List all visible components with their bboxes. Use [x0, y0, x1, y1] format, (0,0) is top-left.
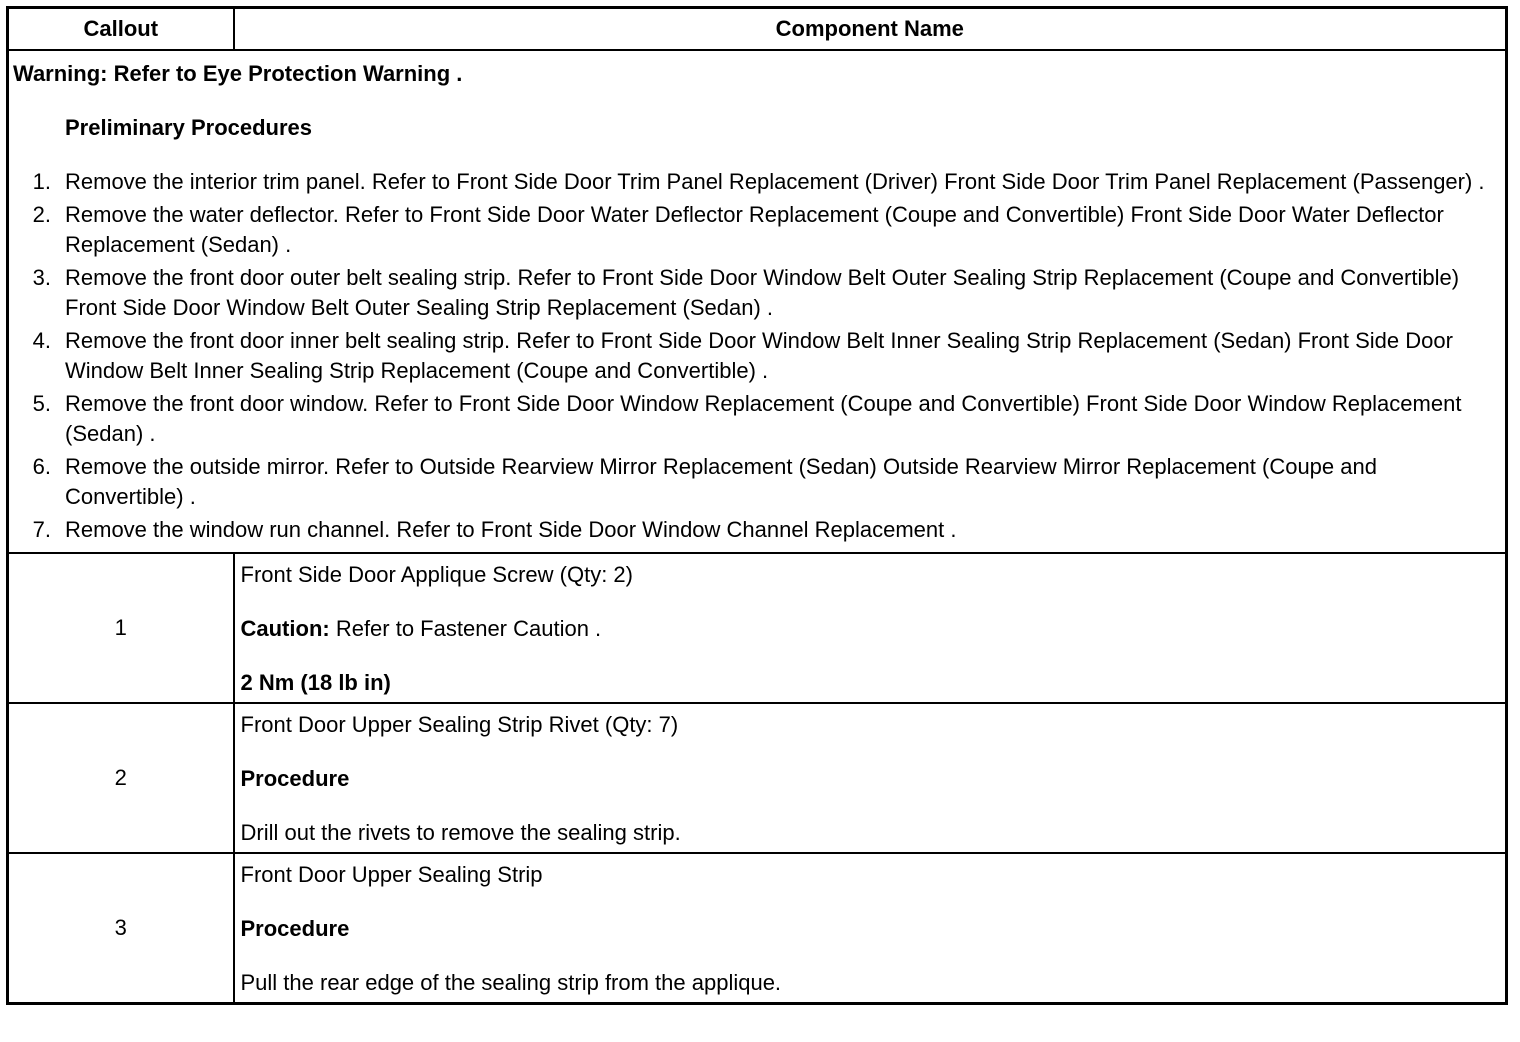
list-item — [13, 515, 1501, 545]
intro-row — [8, 50, 1507, 553]
step-text: Remove the front door inner belt sealing strip. Refer to Front Side Door Window Belt Inner Sealing Strip Replacement (Sedan) Front Side Door Window Belt Inner Sealing Strip Replacement (Coupe and Convertible) . — [65, 328, 1453, 383]
component-cell — [234, 853, 1507, 1004]
warning-text: Warning: Refer to Eye Protection Warning . — [13, 61, 463, 86]
step-text: Remove the outside mirror. Refer to Outside Rearview Mirror Replacement (Sedan) Outside Rearview Mirror Replacement (Coupe and Convertible) . — [65, 454, 1377, 509]
procedure-label: Procedure — [240, 916, 350, 941]
callout-number: 1 — [8, 553, 234, 703]
procedure-label: Procedure — [240, 766, 350, 791]
component-cell — [234, 703, 1507, 853]
list-item — [13, 200, 1501, 260]
list-item — [13, 389, 1501, 449]
torque-spec: 2 Nm (18 lb in) — [240, 670, 391, 695]
component-name: Front Door Upper Sealing Strip — [240, 862, 543, 887]
procedure-text: Drill out the rivets to remove the sealing strip. — [240, 820, 681, 845]
header-row — [8, 8, 1507, 51]
step-text: Remove the window run channel. Refer to Front Side Door Window Channel Replacement . — [65, 517, 957, 542]
step-number: 7. — [32, 517, 51, 542]
preliminary-title: Preliminary Procedures — [65, 115, 313, 140]
list-item — [13, 326, 1501, 386]
intro-cell — [8, 50, 1507, 553]
table-row — [8, 703, 1507, 853]
caution-line — [241, 614, 1500, 644]
component-name-header: Component Name — [234, 8, 1507, 51]
component-cell — [234, 553, 1507, 703]
step-text: Remove the front door window. Refer to Front Side Door Window Replacement (Coupe and Convertible) Front Side Door Window Replacement (Sedan) . — [65, 391, 1462, 446]
step-text: Remove the water deflector. Refer to Front Side Door Water Deflector Replacement (Coupe and Convertible) Front Side Door Water Deflector Replacement (Sedan) . — [65, 202, 1444, 257]
step-number: 1. — [32, 169, 51, 194]
component-name: Front Door Upper Sealing Strip Rivet (Qty: 7) — [240, 712, 679, 737]
caution-text: Refer to Fastener Caution . — [329, 616, 602, 641]
step-number: 5. — [32, 391, 51, 416]
table-row — [8, 553, 1507, 703]
list-item — [13, 263, 1501, 323]
step-number: 2. — [32, 202, 51, 227]
list-item — [13, 167, 1501, 197]
preliminary-steps — [13, 167, 1501, 545]
caution-label: Caution: — [240, 616, 330, 641]
step-number: 3. — [32, 265, 51, 290]
procedure-table — [6, 6, 1508, 1005]
procedure-text: Pull the rear edge of the sealing strip from the applique. — [240, 970, 782, 995]
step-text: Remove the interior trim panel. Refer to Front Side Door Trim Panel Replacement (Driver) Front Side Door Trim Panel Replacement (Passenger) . — [65, 169, 1485, 194]
table-row — [8, 853, 1507, 1004]
component-name: Front Side Door Applique Screw (Qty: 2) — [240, 562, 633, 587]
callout-number: 3 — [8, 853, 234, 1004]
step-text: Remove the front door outer belt sealing strip. Refer to Front Side Door Window Belt Outer Sealing Strip Replacement (Coupe and Convertible) Front Side Door Window Belt Outer Sealing Strip Replacement (Sedan) . — [65, 265, 1460, 320]
callout-number: 2 — [8, 703, 234, 853]
list-item — [13, 452, 1501, 512]
step-number: 6. — [32, 454, 51, 479]
callout-header: Callout — [8, 8, 234, 51]
step-number: 4. — [32, 328, 51, 353]
